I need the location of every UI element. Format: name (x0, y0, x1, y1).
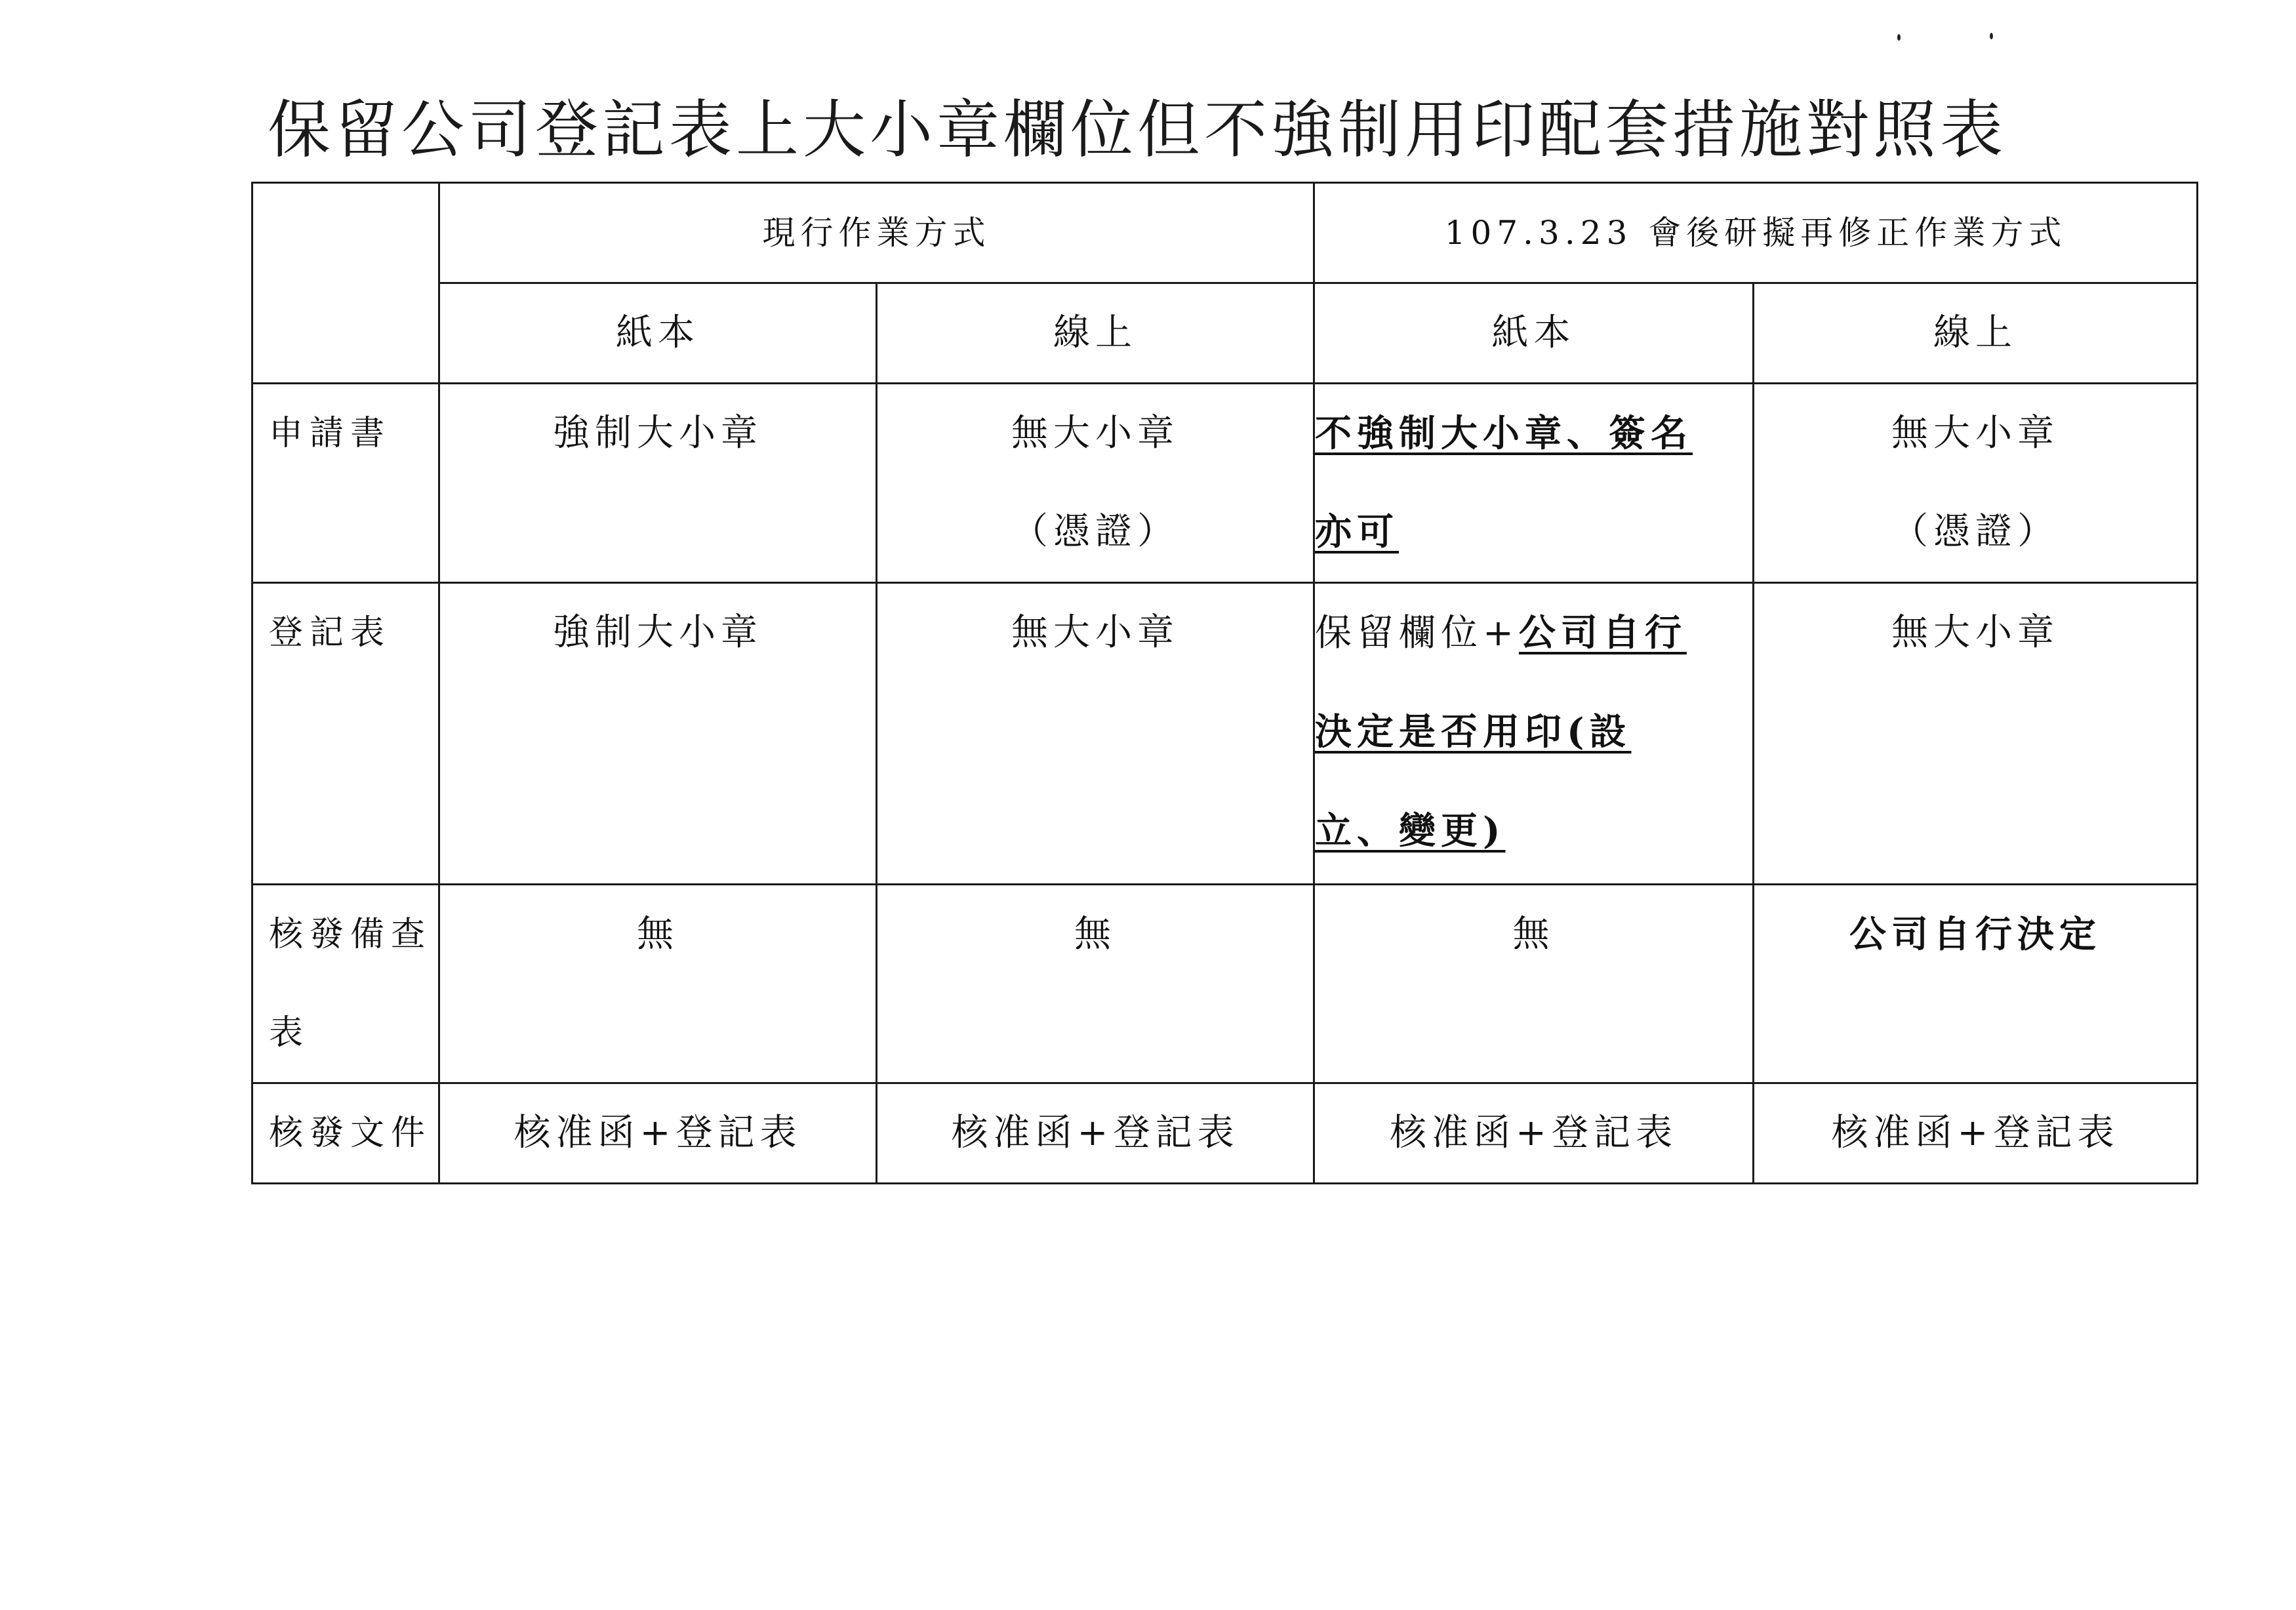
cell-line: （憑證） (1011, 510, 1179, 553)
sub-header-row (252, 283, 2198, 384)
cell-line: 無大小章 (1891, 412, 2059, 454)
row-label-line: 表 (269, 1013, 310, 1053)
corner-cell (252, 183, 439, 384)
row-label: 核發文件 (252, 1083, 439, 1184)
subhead-revised-paper: 紙本 (1314, 283, 1754, 384)
subhead-revised-online: 線上 (1754, 283, 2198, 384)
cell-current-paper: 核准函+登記表 (439, 1083, 877, 1184)
table-row (252, 583, 2198, 885)
cell-text-emphasis: 決定是否用印(設 (1315, 710, 1632, 754)
cell-revised-online: 無大小章 (1754, 583, 2198, 885)
cell-revised-online: 核准函+登記表 (1754, 1083, 2198, 1184)
cell-revised-paper: 無 (1314, 885, 1754, 1083)
table-row (252, 1083, 2198, 1184)
cell-revised-online (1754, 384, 2198, 583)
group-header-revised: 107.3.23 會後研擬再修正作業方式 (1314, 183, 2198, 283)
row-label: 申請書 (252, 384, 439, 583)
cell-revised-online: 公司自行決定 (1754, 885, 2198, 1083)
cell-current-paper: 無 (439, 885, 877, 1083)
cell-text-emphasis: 公司自行 (1518, 611, 1687, 654)
group-header-current: 現行作業方式 (439, 183, 1314, 283)
cell-line: 亦可 (1315, 510, 1399, 553)
subhead-current-online: 線上 (877, 283, 1314, 384)
cell-current-online: 無大小章 (877, 583, 1314, 885)
row-label (252, 885, 439, 1083)
cell-line: 無大小章 (1011, 412, 1179, 454)
cell-text-emphasis: 立、變更) (1315, 809, 1506, 853)
group-header-row (252, 183, 2198, 283)
cell-revised-paper (1314, 384, 1754, 583)
table-row (252, 885, 2198, 1083)
row-label: 登記表 (252, 583, 439, 885)
cell-line: （憑證） (1891, 510, 2059, 553)
cell-text-plain: 保留欄位+ (1315, 612, 1519, 654)
comparison-table (251, 182, 2198, 1184)
cell-current-paper: 強制大小章 (439, 384, 877, 583)
cell-revised-paper: 核准函+登記表 (1314, 1083, 1754, 1184)
scan-speck (1897, 34, 1901, 41)
cell-current-paper: 強制大小章 (439, 583, 877, 885)
cell-revised-paper (1314, 583, 1754, 885)
cell-current-online (877, 384, 1314, 583)
cell-current-online: 無 (877, 885, 1314, 1083)
row-label-line: 核發備查 (269, 915, 432, 954)
cell-line: 不強制大小章、簽名 (1315, 412, 1693, 455)
scan-speck (1990, 33, 1993, 39)
subhead-current-paper: 紙本 (439, 283, 877, 384)
table-row (252, 384, 2198, 583)
document-title: 保留公司登記表上大小章欄位但不強制用印配套措施對照表 (268, 93, 2007, 167)
cell-current-online: 核准函+登記表 (877, 1083, 1314, 1184)
